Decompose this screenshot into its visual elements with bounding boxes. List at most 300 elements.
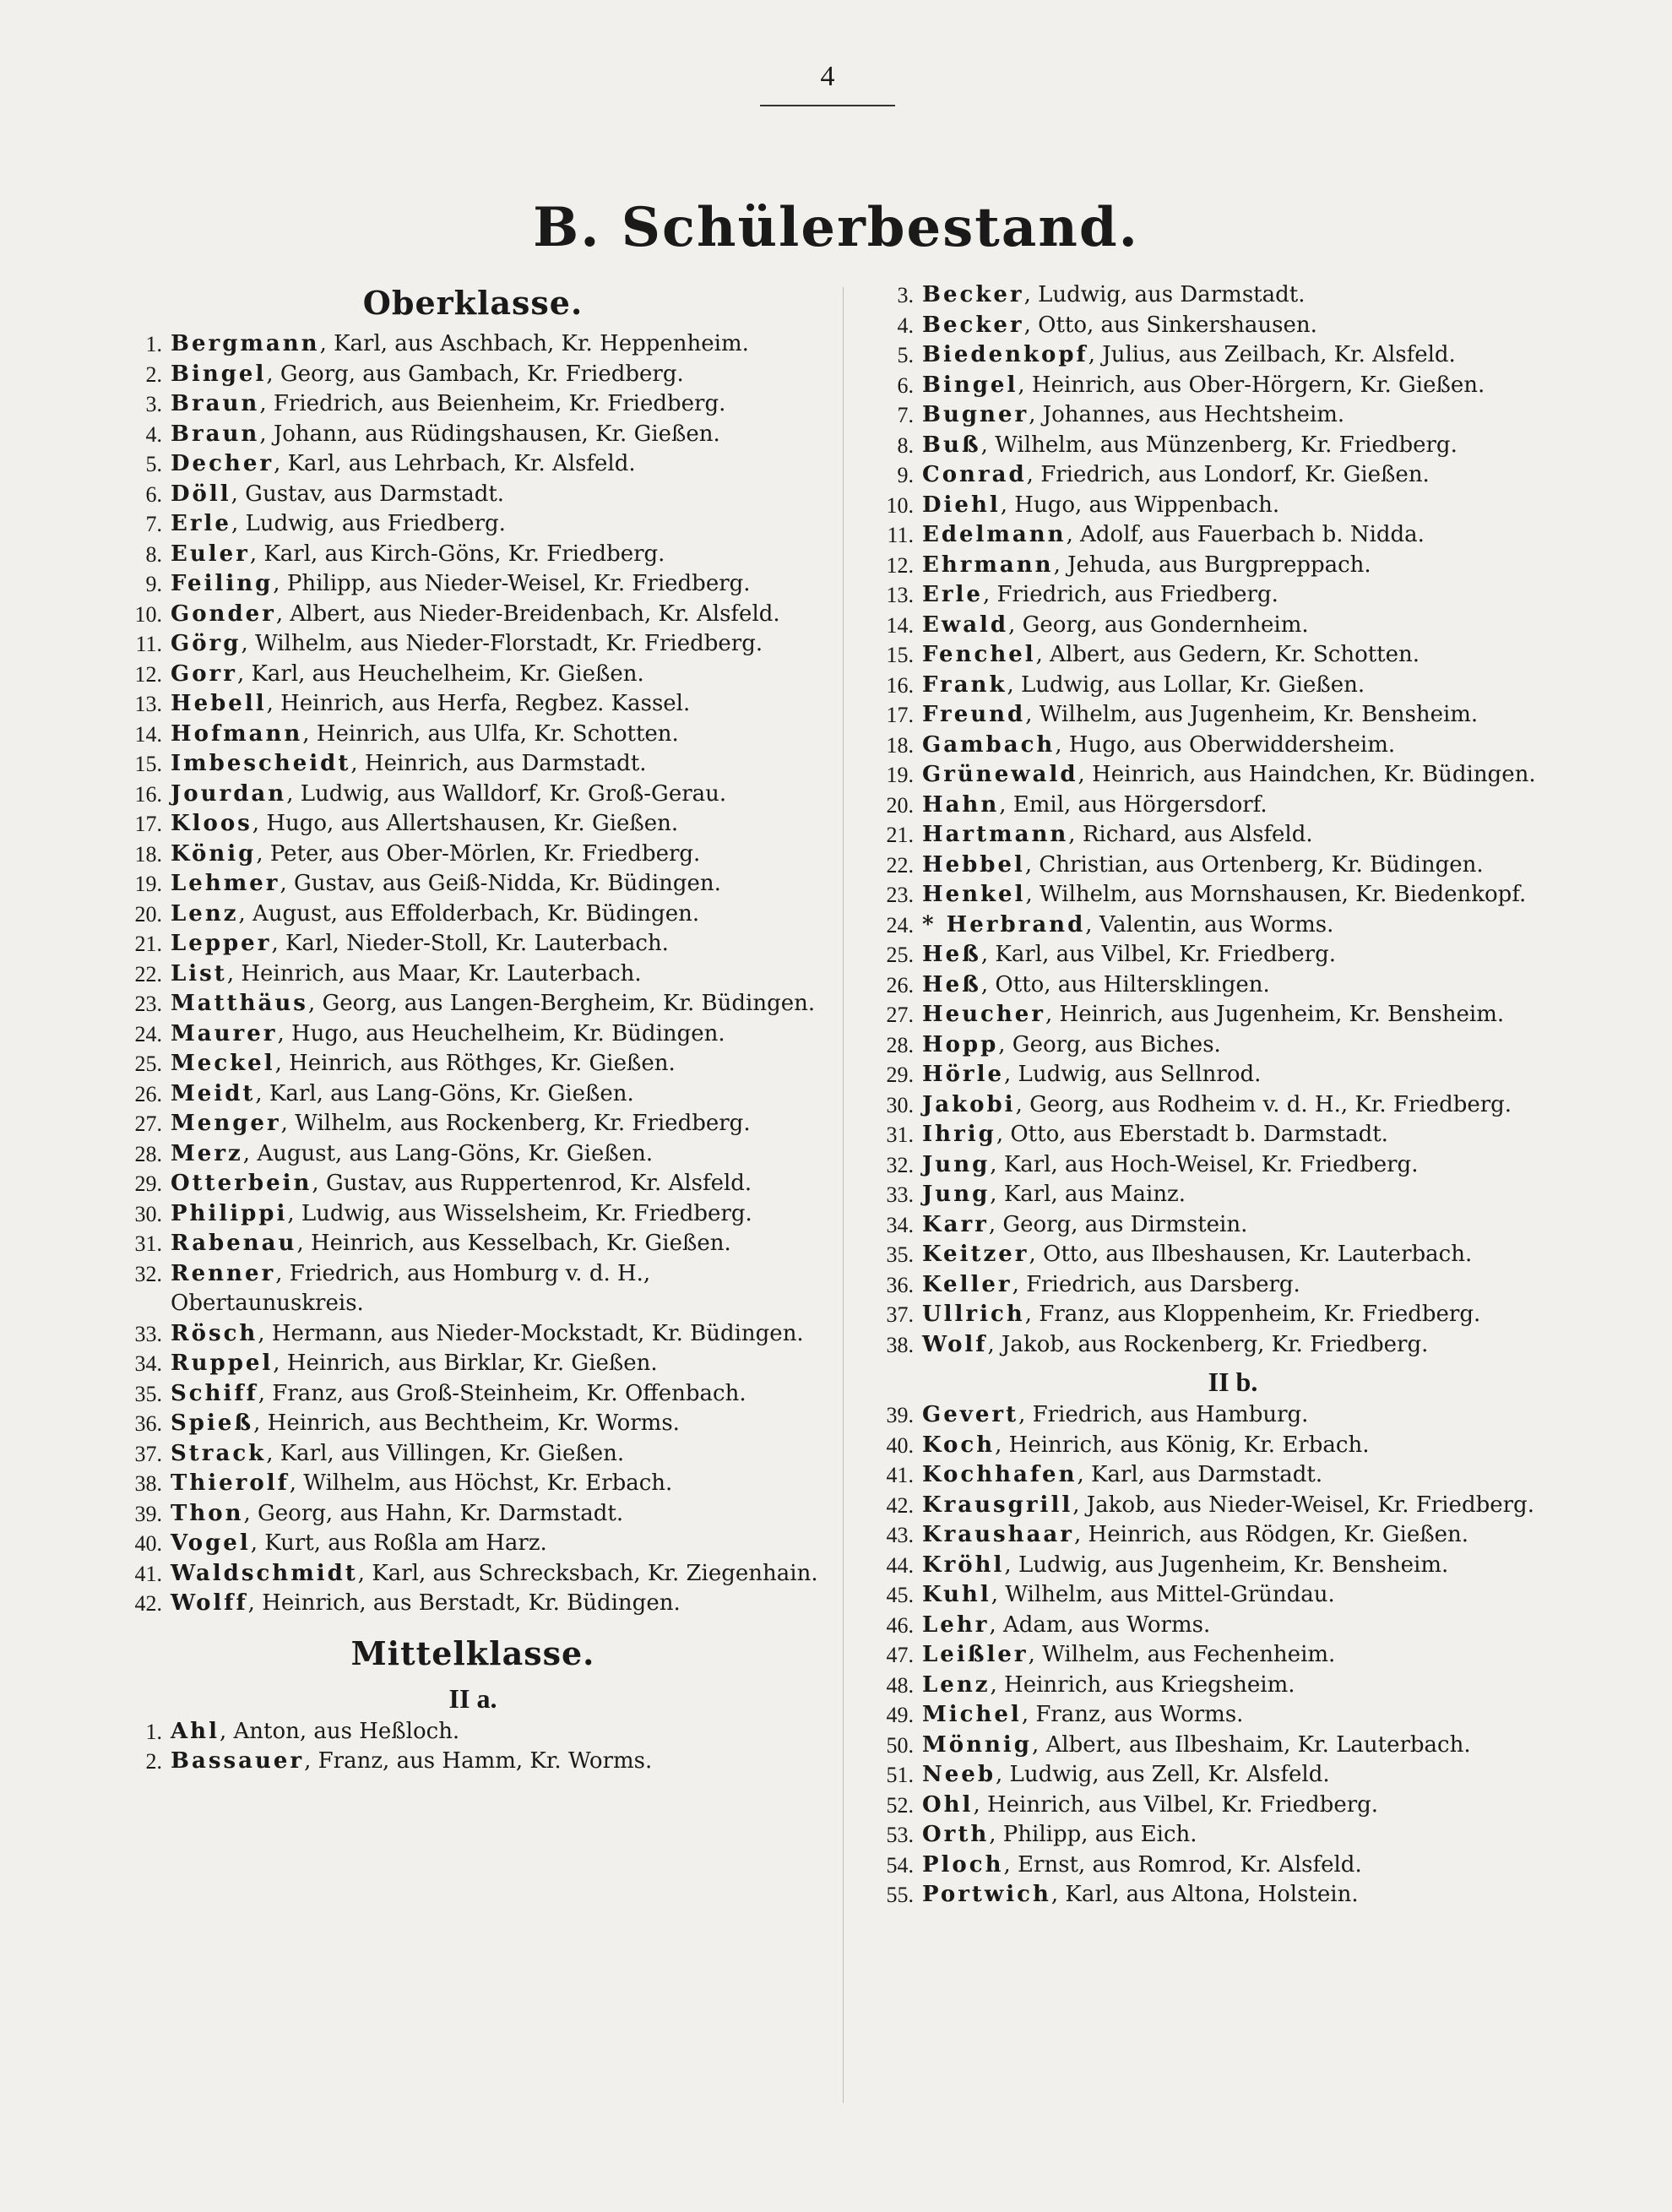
details: , Peter, aus Ober-Mörlen, Kr. Friedberg.	[256, 840, 701, 867]
surname: Kloos	[171, 811, 252, 836]
entry-text	[922, 1880, 1604, 1910]
details: , Friedrich, aus Londorf, Kr. Gießen.	[1026, 462, 1430, 487]
page-number: 4	[820, 61, 835, 92]
entry-number: 43.	[886, 1523, 914, 1547]
surname: Döll	[171, 481, 231, 507]
iib-heading: II b.	[1208, 1367, 1258, 1397]
details: , Heinrich, aus Rödgen, Kr. Gießen.	[1073, 1522, 1469, 1547]
entry-number: 22.	[886, 852, 914, 878]
details: , Karl, aus Hoch-Weisel, Kr. Friedberg.	[990, 1151, 1419, 1177]
entry-text	[922, 791, 1604, 821]
entry-number: 42.	[886, 1492, 914, 1518]
surname: Bassauer	[171, 1748, 305, 1774]
surname: Ihrig	[922, 1122, 996, 1147]
list-item	[861, 1640, 1604, 1671]
surname: Becker	[922, 282, 1024, 307]
list-item	[110, 869, 836, 899]
list-item	[861, 1791, 1604, 1821]
entry-text	[171, 1409, 836, 1439]
entry-number: 45.	[886, 1583, 914, 1607]
entry-text	[922, 1611, 1604, 1641]
entry-text	[171, 1109, 836, 1139]
details: , Georg, aus Rodheim v. d. H., Kr. Friedberg.	[1015, 1091, 1512, 1117]
surname: Meckel	[171, 1051, 275, 1076]
details: , Ludwig, aus Friedberg.	[231, 511, 506, 536]
entry-number: 8.	[145, 541, 162, 567]
list-item	[861, 940, 1604, 970]
entry-number: 23.	[886, 883, 914, 907]
entry-text	[922, 551, 1604, 581]
list-item	[861, 1150, 1604, 1181]
surname: Conrad	[922, 462, 1027, 487]
list-item	[861, 760, 1604, 791]
surname: Wolf	[922, 1331, 988, 1357]
details: , Georg, aus Gondernheim.	[1008, 611, 1309, 638]
entry-text	[922, 1671, 1604, 1701]
entry-number: 6.	[897, 372, 914, 398]
entry-number: 34.	[134, 1351, 162, 1376]
list-item	[861, 1491, 1604, 1521]
details: , Georg, aus Hahn, Kr. Darmstadt.	[243, 1500, 624, 1526]
entry-text	[171, 1229, 836, 1259]
details: , Gustav, aus Geiß-Nidda, Kr. Büdingen.	[280, 871, 721, 896]
entry-text	[171, 360, 836, 390]
mittelklasse-heading: Mittelklasse.	[350, 1633, 595, 1672]
list-item	[110, 1319, 836, 1350]
list-item	[861, 1851, 1604, 1881]
list-item	[861, 1240, 1604, 1270]
list-item	[861, 280, 1604, 311]
list-item	[110, 360, 836, 390]
entry-text	[922, 1431, 1604, 1461]
entry-text	[171, 989, 836, 1019]
list-item	[110, 660, 836, 690]
entry-number: 24.	[134, 1021, 162, 1046]
details: , Karl, aus Vilbel, Kr. Friedberg.	[980, 942, 1336, 967]
details: , Albert, aus Nieder-Breidenbach, Kr. Alsfeld.	[275, 601, 780, 627]
list-item	[110, 1409, 836, 1439]
details: , Hugo, aus Wippenbach.	[1000, 492, 1280, 518]
details: , Friedrich, aus Hamburg.	[1018, 1402, 1309, 1427]
entry-number: 21.	[134, 932, 162, 956]
entry-text	[171, 1049, 836, 1079]
entry-text	[922, 1731, 1604, 1761]
surname: Jourdan	[171, 780, 287, 807]
details: , Friedrich, aus Beienheim, Kr. Friedberg.	[259, 391, 726, 416]
entry-number: 11.	[135, 632, 162, 656]
entry-text	[922, 460, 1604, 491]
details: , Wilhelm, aus Mornshausen, Kr. Biedenkopf.	[1025, 882, 1527, 907]
surname: Heß	[922, 971, 981, 997]
details: , Christian, aus Ortenberg, Kr. Büdingen.	[1024, 851, 1484, 878]
entry-number: 55.	[886, 1883, 914, 1907]
surname: Grünewald	[922, 762, 1078, 787]
entry-text	[922, 1820, 1604, 1851]
entry-text	[922, 1060, 1604, 1090]
list-item	[110, 689, 836, 720]
surname: Maurer	[171, 1020, 278, 1046]
details: , Wilhelm, aus Fechenheim.	[1028, 1642, 1336, 1667]
details: , Ludwig, aus Walldorf, Kr. Groß-Gerau.	[286, 780, 727, 807]
entry-text	[171, 1199, 836, 1230]
surname: Kuhl	[922, 1582, 991, 1607]
list-item	[861, 1400, 1604, 1431]
page-title: B. Schülerbestand.	[533, 196, 1139, 259]
entry-number: 48.	[886, 1672, 914, 1698]
details: , Ludwig, aus Jugenheim, Kr. Bensheim.	[1004, 1552, 1449, 1578]
list-item	[861, 640, 1604, 671]
entry-text	[922, 1210, 1604, 1241]
entry-number: 35.	[886, 1242, 914, 1267]
surname: Schiff	[171, 1380, 258, 1406]
entry-number: 29.	[134, 1171, 162, 1196]
details: , Hugo, aus Heuchelheim, Kr. Büdingen.	[277, 1020, 725, 1046]
details: , Heinrich, aus König, Kr. Erbach.	[995, 1432, 1370, 1458]
surname: Kraushaar	[922, 1522, 1074, 1547]
surname: * Herbrand	[922, 911, 1086, 938]
entry-number: 18.	[886, 732, 914, 758]
list-item	[861, 1671, 1604, 1701]
entry-text	[171, 1529, 836, 1559]
details: , Heinrich, aus Haindchen, Kr. Büdingen.	[1078, 762, 1536, 787]
entry-number: 2.	[145, 361, 162, 387]
list-item	[861, 1460, 1604, 1491]
entry-text	[171, 569, 836, 600]
entry-text	[922, 1851, 1604, 1881]
surname: Bingel	[922, 372, 1018, 398]
entry-number: 33.	[134, 1321, 162, 1346]
list-item	[861, 880, 1604, 910]
entry-text	[922, 371, 1604, 401]
entry-number: 42.	[134, 1591, 162, 1616]
details: , Karl, aus Lehrbach, Kr. Alsfeld.	[274, 451, 636, 476]
list-item	[110, 1139, 836, 1170]
details: , Karl, Nieder-Stoll, Kr. Lauterbach.	[271, 931, 669, 956]
list-item	[110, 840, 836, 870]
entry-number: 1.	[145, 1719, 162, 1744]
details: , Georg, aus Dirmstein.	[988, 1211, 1248, 1237]
surname: Otterbein	[171, 1171, 312, 1196]
surname: Lenz	[171, 900, 239, 927]
surname: Hahn	[922, 791, 1000, 818]
details: , Valentin, aus Worms.	[1085, 911, 1334, 938]
details: , Gustav, aus Darmstadt.	[231, 481, 505, 507]
entry-text	[922, 1520, 1604, 1551]
entry-number: 39.	[134, 1501, 162, 1526]
surname: Hartmann	[922, 822, 1069, 847]
surname: Lenz	[922, 1671, 991, 1698]
entry-text	[922, 340, 1604, 371]
entry-text	[922, 1491, 1604, 1521]
entry-number: 47.	[886, 1643, 914, 1667]
surname: Imbescheidt	[171, 751, 351, 776]
details: , Otto, aus Eberstadt b. Darmstadt.	[996, 1122, 1388, 1147]
entry-number: 3.	[145, 392, 162, 416]
list-item	[110, 1439, 836, 1470]
entry-number: 51.	[886, 1763, 914, 1787]
entry-number: 53.	[886, 1823, 914, 1847]
surname: Erle	[171, 511, 231, 536]
details: , Georg, aus Langen-Bergheim, Kr. Büdingen.	[307, 991, 816, 1016]
entry-number: 2.	[145, 1749, 162, 1774]
list-item	[861, 1060, 1604, 1090]
entry-text	[922, 1180, 1604, 1210]
surname: Orth	[922, 1822, 990, 1847]
entry-number: 33.	[886, 1182, 914, 1207]
surname: König	[171, 840, 257, 867]
entry-number: 12.	[134, 661, 162, 687]
entry-number: 30.	[134, 1201, 162, 1226]
entry-text	[922, 280, 1604, 311]
surname: Rabenau	[171, 1231, 297, 1256]
surname: Portwich	[922, 1882, 1051, 1907]
entry-text	[922, 1000, 1604, 1030]
entry-text	[171, 1469, 836, 1499]
surname: Braun	[171, 421, 260, 447]
list-item	[110, 1717, 836, 1747]
details: , Jakob, aus Nieder-Weisel, Kr. Friedberg.	[1072, 1492, 1534, 1518]
entry-text	[922, 1580, 1604, 1611]
entry-number: 27.	[886, 1003, 914, 1027]
details: , Karl, aus Lang-Göns, Kr. Gießen.	[255, 1080, 634, 1106]
list-item	[110, 329, 836, 360]
surname: Thierolf	[171, 1470, 290, 1496]
entry-text	[922, 1330, 1604, 1361]
entry-number: 13.	[886, 583, 914, 607]
entry-number: 32.	[134, 1261, 162, 1286]
surname: Wolff	[171, 1590, 248, 1616]
details: , Karl, aus Aschbach, Kr. Heppenheim.	[319, 331, 749, 356]
list-item	[861, 1270, 1604, 1301]
surname: Kröhl	[922, 1552, 1005, 1578]
entry-text	[922, 671, 1604, 701]
list-item	[110, 509, 836, 540]
entry-number: 29.	[886, 1063, 914, 1087]
entry-text	[922, 400, 1604, 431]
entry-number: 44.	[886, 1552, 914, 1578]
list-item	[110, 1169, 836, 1199]
entry-text	[922, 580, 1604, 611]
entry-number: 38.	[134, 1471, 162, 1496]
entry-text	[922, 1551, 1604, 1581]
list-item	[110, 1349, 836, 1379]
entry-number: 40.	[886, 1432, 914, 1458]
entry-number: 46.	[886, 1612, 914, 1638]
details: , Georg, aus Biches.	[998, 1031, 1221, 1057]
surname: Philippi	[171, 1200, 288, 1226]
details: , Hugo, aus Oberwiddersheim.	[1055, 731, 1396, 758]
entry-text	[922, 640, 1604, 671]
surname: Biedenkopf	[922, 342, 1088, 367]
entry-text	[171, 389, 836, 420]
surname: Lepper	[171, 931, 272, 956]
list-item	[861, 340, 1604, 371]
entry-number: 27.	[134, 1111, 162, 1136]
surname: Fenchel	[922, 642, 1036, 667]
list-item	[110, 1199, 836, 1230]
entry-text	[922, 940, 1604, 970]
surname: Koch	[922, 1432, 996, 1458]
entry-text	[922, 851, 1604, 881]
entry-number: 15.	[886, 643, 914, 667]
surname: Spieß	[171, 1410, 254, 1436]
details: , Friedrich, aus Homburg v. d. H., Obertaunuskreis.	[171, 1260, 651, 1316]
details: , Karl, aus Mainz.	[990, 1182, 1186, 1207]
list-item	[861, 1700, 1604, 1731]
details: , Anton, aus Heßloch.	[219, 1718, 460, 1744]
list-item	[861, 1760, 1604, 1791]
entry-text	[171, 449, 836, 480]
surname: Ullrich	[922, 1302, 1025, 1327]
surname: Renner	[171, 1260, 276, 1286]
list-item	[861, 1000, 1604, 1030]
entry-text	[922, 760, 1604, 791]
list-item	[861, 551, 1604, 581]
entry-text	[171, 749, 836, 780]
entry-text	[171, 329, 836, 360]
entry-text	[171, 600, 836, 630]
surname: Henkel	[922, 882, 1026, 907]
entry-number: 25.	[886, 943, 914, 967]
list-item	[861, 700, 1604, 731]
details: , Franz, aus Hamm, Kr. Worms.	[304, 1748, 653, 1774]
details: , August, aus Lang-Göns, Kr. Gießen.	[242, 1140, 654, 1166]
list-item	[110, 449, 836, 480]
surname: Neeb	[922, 1762, 996, 1787]
details: , Ludwig, aus Wisselsheim, Kr. Friedberg.	[287, 1200, 752, 1226]
entry-text	[922, 880, 1604, 910]
surname: Ruppel	[171, 1351, 274, 1376]
details: , Ludwig, aus Darmstadt.	[1023, 282, 1306, 307]
details: , Karl, aus Altona, Holstein.	[1050, 1882, 1359, 1907]
details: , Philipp, aus Eich.	[989, 1822, 1197, 1847]
entry-number: 28.	[134, 1141, 162, 1166]
list-item	[861, 1300, 1604, 1330]
entry-text	[171, 689, 836, 720]
entry-number: 22.	[134, 961, 162, 986]
entry-text	[922, 970, 1604, 1001]
list-item	[110, 1259, 836, 1319]
entry-text	[171, 840, 836, 870]
entry-number: 52.	[886, 1792, 914, 1818]
details: , Heinrich, aus Jugenheim, Kr. Bensheim.	[1045, 1002, 1505, 1027]
surname: Bugner	[922, 402, 1029, 427]
details: , Wilhelm, aus Höchst, Kr. Erbach.	[289, 1470, 673, 1496]
entry-text	[922, 820, 1604, 851]
entry-text	[922, 520, 1604, 551]
entry-number: 20.	[134, 901, 162, 927]
details: , Otto, aus Sinkershausen.	[1023, 312, 1317, 338]
entry-number: 13.	[134, 692, 162, 716]
list-item	[861, 970, 1604, 1001]
surname: Heß	[922, 942, 981, 967]
entry-number: 10.	[886, 492, 914, 518]
list-item	[110, 1499, 836, 1530]
list-item	[110, 989, 836, 1019]
details: , Franz, aus Worms.	[1021, 1702, 1244, 1727]
surname: Meidt	[171, 1080, 256, 1106]
entry-text	[922, 1120, 1604, 1150]
entry-text	[171, 420, 836, 450]
list-item	[110, 1747, 836, 1777]
list-item	[110, 1379, 836, 1410]
details: , Ludwig, aus Lollar, Kr. Gießen.	[1007, 671, 1365, 698]
details: , Heinrich, aus Herfa, Regbez. Kassel.	[266, 691, 691, 716]
details: , Friedrich, aus Darsberg.	[1012, 1271, 1300, 1297]
entry-text	[171, 629, 836, 660]
surname: Keitzer	[922, 1242, 1029, 1267]
list-item	[110, 809, 836, 840]
details: , Jakob, aus Rockenberg, Kr. Friedberg.	[987, 1331, 1429, 1357]
surname: Hebell	[171, 691, 267, 716]
entry-text	[922, 731, 1604, 761]
surname: Jakobi	[922, 1091, 1016, 1117]
entry-text	[171, 509, 836, 540]
list-item	[861, 1731, 1604, 1761]
entry-text	[171, 1439, 836, 1470]
details: , Heinrich, aus Maar, Kr. Lauterbach.	[226, 960, 642, 986]
entry-number: 54.	[886, 1852, 914, 1878]
list-item	[110, 899, 836, 930]
entry-number: 37.	[886, 1302, 914, 1327]
surname: Lehr	[922, 1611, 990, 1638]
surname: Jung	[922, 1151, 991, 1177]
list-item	[861, 820, 1604, 851]
entry-text	[171, 959, 836, 990]
details: , Julius, aus Zeilbach, Kr. Alsfeld.	[1088, 342, 1456, 367]
entry-number: 31.	[886, 1122, 914, 1147]
entry-number: 37.	[134, 1441, 162, 1466]
list-item	[861, 910, 1604, 941]
surname: Hebbel	[922, 851, 1025, 878]
entry-text	[922, 1400, 1604, 1431]
list-item	[861, 400, 1604, 431]
surname: Thon	[171, 1500, 244, 1526]
list-item	[110, 480, 836, 510]
list-item	[110, 569, 836, 600]
entry-number: 36.	[134, 1411, 162, 1436]
iib-list	[861, 1400, 1604, 1910]
entry-text	[922, 1760, 1604, 1791]
list-item	[110, 929, 836, 959]
list-item	[861, 1520, 1604, 1551]
entry-number: 19.	[886, 763, 914, 787]
entry-number: 14.	[886, 612, 914, 638]
details: , Philipp, aus Nieder-Weisel, Kr. Friedberg.	[273, 571, 751, 596]
details: , Kurt, aus Roßla am Harz.	[250, 1530, 547, 1556]
entry-number: 31.	[134, 1231, 162, 1256]
entry-number: 7.	[145, 512, 162, 536]
details: , Wilhelm, aus Münzenberg, Kr. Friedberg.	[980, 432, 1458, 458]
details: , Otto, aus Hiltersklingen.	[980, 971, 1270, 997]
entry-number: 1.	[145, 332, 162, 356]
surname: Karr	[922, 1211, 989, 1237]
details: , Heinrich, aus Ober-Hörgern, Kr. Gießen.	[1018, 372, 1485, 398]
list-item	[110, 629, 836, 660]
surname: Krausgrill	[922, 1492, 1073, 1518]
list-item	[861, 580, 1604, 611]
surname: Gorr	[171, 660, 237, 687]
surname: Leißler	[922, 1642, 1029, 1667]
details: , Albert, aus Gedern, Kr. Schotten.	[1035, 642, 1420, 667]
list-item	[110, 1469, 836, 1499]
iia-list-right	[861, 280, 1604, 1360]
surname: Keller	[922, 1271, 1012, 1297]
entry-text	[922, 1240, 1604, 1270]
list-item	[861, 491, 1604, 521]
list-item	[861, 1120, 1604, 1150]
entry-text	[171, 720, 836, 750]
